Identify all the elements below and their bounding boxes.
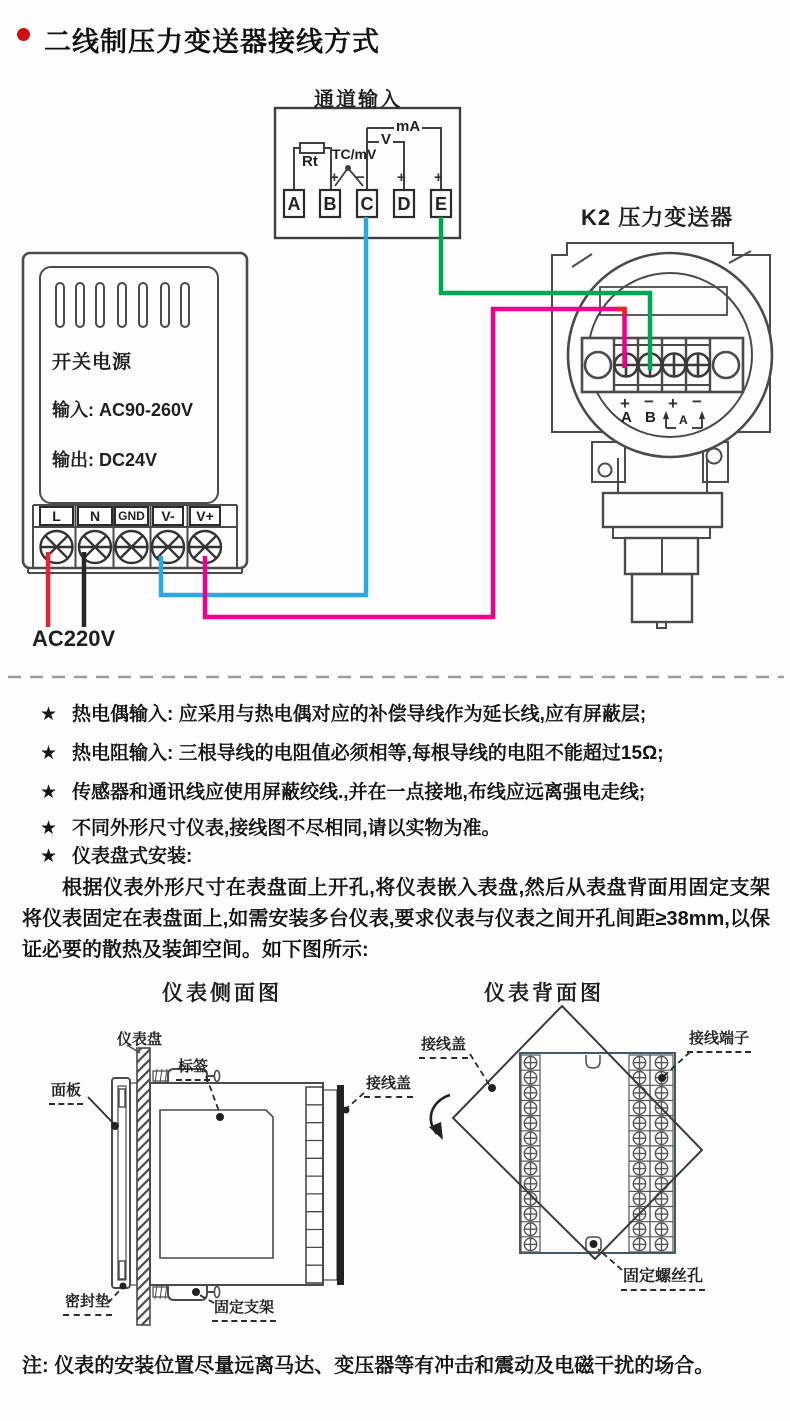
terminal-b: B: [323, 194, 337, 214]
callout-terminal-cover-side: 接线盖: [364, 1072, 413, 1098]
tc-mv-label: TC/mV: [332, 146, 377, 162]
psu-term-vminus: V-: [161, 508, 175, 524]
xmtr-term-b: B: [645, 409, 656, 426]
callout-front-panel: 面板: [49, 1079, 83, 1105]
terminal-c: C: [360, 194, 374, 214]
star-icon: ★: [40, 743, 58, 764]
callout-tag: 标签: [176, 1055, 210, 1081]
note-item-4: ★ 不同外形尺寸仪表,接线图不尽相同,请以实物为准。: [40, 818, 501, 839]
xmtr-sign-plus2: +: [668, 394, 678, 413]
plus-sign-d: +: [397, 169, 406, 186]
side-view-title: 仪表侧面图: [162, 981, 282, 1005]
callout-terminal-cover-back: 接线盖: [419, 1033, 468, 1059]
footnote: 注: 仪表的安装位置尽量远离马达、变压器等有冲击和震动及电磁干扰的场合。: [22, 1355, 715, 1377]
note-item-2: ★ 热电阻输入: 三根导线的电阻值必须相等,每根导线的电阻不能超过15Ω;: [40, 743, 664, 764]
mains-label: AC220V: [32, 626, 116, 651]
terminal-d: D: [397, 194, 411, 214]
install-paragraph: 根据仪表外形尺寸在表盘面上开孔,将仪表嵌入表盘,然后从表盘背面用固定支架将仪表固定在表盘面上,如需安装多台仪表,要求仪表与仪表之间开孔间距≥38mm,以保证必要的散热及装卸空间。如下图所示:: [22, 877, 770, 961]
xmtr-term-a: A: [621, 409, 632, 426]
wires: [48, 217, 650, 627]
rt-label: Rt: [302, 153, 318, 170]
terminal-a: A: [287, 194, 301, 214]
psu-term-vplus: V+: [196, 508, 214, 524]
psu-term-n: N: [89, 508, 101, 524]
note-item-3: ★ 传感器和通讯线应使用屏蔽绞线.,并在一点接地,布线应远离强电走线;: [40, 782, 646, 803]
psu-term-l: L: [52, 508, 61, 524]
transmitter-drawing: [552, 243, 772, 628]
callout-screw-hole: 固定螺丝孔: [621, 1263, 705, 1291]
xmtr-sign-minus2: −: [692, 392, 702, 411]
note-item-1: ★ 热电偶输入: 应采用与热电偶对应的补偿导线作为延长线,应有屏蔽层;: [40, 704, 647, 725]
plus-sign-e: +: [434, 169, 443, 186]
callout-bracket: 固定支架: [212, 1296, 276, 1322]
wire-pink: [205, 309, 625, 617]
ma-label: mA: [396, 118, 421, 135]
v-label: V: [381, 131, 392, 148]
star-icon: ★: [40, 782, 58, 803]
minus-sign-c: −: [356, 169, 365, 186]
side-view-drawing: [88, 1045, 364, 1325]
channel-input-title: 通道输入: [314, 89, 402, 111]
transmitter-title: K2 压力变送器: [581, 205, 734, 230]
terminal-e: E: [434, 194, 447, 214]
vent-slots: [56, 283, 189, 327]
star-icon: ★: [40, 846, 58, 867]
back-view-drawing: [429, 1006, 702, 1270]
title-bullet-icon: [17, 28, 30, 41]
psu-term-gnd: GND: [118, 509, 145, 523]
callout-terminal-block: 接线端子: [687, 1027, 751, 1053]
xmtr-sign-plus1: +: [620, 394, 630, 413]
psu-name: 开关电源: [52, 352, 133, 373]
plus-sign-b: +: [330, 169, 339, 186]
callout-gasket: 密封垫: [63, 1290, 112, 1316]
star-icon: ★: [40, 704, 58, 725]
note-item-5: ★ 仪表盘式安装:: [40, 846, 193, 867]
xmtr-meter-a: A: [679, 413, 688, 427]
psu-output: 输出: DC24V: [52, 450, 158, 470]
psu-input: 输入: AC90-260V: [52, 400, 194, 420]
page-title: 二线制压力变送器接线方式: [44, 27, 380, 57]
xmtr-sign-minus1: −: [644, 392, 654, 411]
star-icon: ★: [40, 818, 58, 839]
callout-panel-board: 仪表盘: [117, 1031, 163, 1048]
back-view-title: 仪表背面图: [484, 981, 604, 1005]
